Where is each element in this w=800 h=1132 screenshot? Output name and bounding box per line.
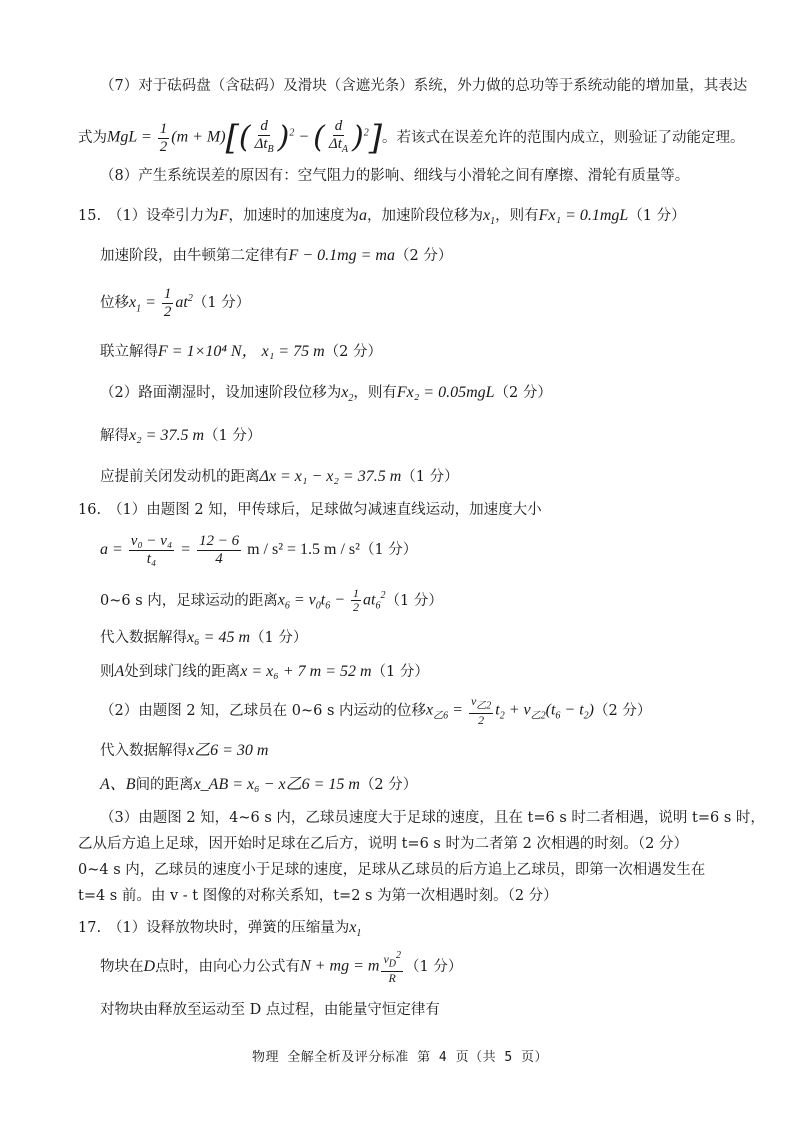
q17-line2 — [100, 950, 462, 984]
score: （1 分） — [250, 630, 308, 646]
q15-line7 — [100, 467, 459, 487]
frac-den: 4 — [215, 550, 223, 567]
text-prefix: 式为 — [78, 130, 107, 146]
score: （1 分） — [385, 593, 443, 609]
q15-line3 — [100, 285, 251, 320]
score: （2 分） — [394, 248, 453, 264]
paragraph-7-line1: （7）对于砝码盘（含砝码）及滑块（含遮光条）系统，外力做的总功等于系统动能的增加量，其表达 — [100, 78, 748, 94]
text: 代入数据解得 — [100, 743, 187, 759]
q15-line4 — [100, 342, 382, 362]
q16-line9: （3）由题图 2 知，4~6 s 内，乙球员速度大于足球的速度，且在 t=6 s 时二者相遇，说明 t=6 s 时， — [100, 810, 765, 826]
score: （2 分） — [324, 344, 382, 360]
text: 联立解得 — [100, 344, 158, 360]
var-F: F — [218, 207, 229, 224]
score: （1 分） — [192, 295, 251, 311]
q15-line5 — [100, 383, 552, 409]
text: ，加速阶段位移为 — [367, 208, 484, 224]
text: 间的距离 — [135, 777, 194, 793]
text: （1）设释放物块时，弹簧的压缩量为 — [108, 920, 350, 936]
q15-line2 — [100, 246, 452, 266]
var-A: A — [114, 663, 125, 680]
equation: F − 0.1mg = ma — [288, 247, 395, 264]
text: 处到球门线的距离 — [124, 664, 241, 680]
score: （2 分） — [494, 385, 552, 401]
score: （2 分） — [594, 703, 652, 719]
score: （2 分） — [359, 777, 418, 793]
equation: Fx₁ = 0.1mgL — [538, 207, 629, 224]
score: （1 分） — [401, 469, 459, 485]
frac-den: t₄ — [146, 550, 157, 567]
text: 物块在 — [100, 959, 144, 975]
equation: Fx₂ = 0.05mgL — [396, 384, 495, 401]
equation: $x_6 = v_0t_6$ − $\frac{1}{2}$ $at_6^2$ — [277, 585, 386, 614]
text: ，加速时的加速度为 — [228, 208, 360, 224]
paragraph-7-line2 — [78, 116, 744, 160]
text: 则 — [100, 664, 115, 680]
text: （2）由题图 2 知，乙球员在 0~6 s 内运动的位移 — [100, 703, 427, 719]
score: （1 分） — [371, 664, 429, 680]
text: 0~6 s 内，足球运动的距离 — [100, 593, 278, 609]
text: 位移 — [100, 295, 129, 311]
q16-line6 — [100, 694, 651, 728]
text: ，则有 — [353, 385, 397, 401]
text: （2）路面潮湿时，设加速阶段位移为 — [100, 385, 342, 401]
q16-line2 — [100, 530, 417, 570]
page-footer: 物理 全解全析及评分标准 第 4 页（共 5 页） — [251, 1050, 549, 1065]
equation: Δx = x₁ − x₂ = 37.5 m — [259, 468, 402, 485]
score: （1 分） — [405, 959, 463, 975]
text: （1）设牵引力为 — [108, 208, 219, 224]
equation: x乙6 = 30 m — [187, 742, 269, 759]
q16-line5 — [100, 662, 429, 682]
var-D: D — [143, 958, 156, 975]
q16-line4 — [100, 628, 307, 648]
q16-line11: 0~4 s 内，乙球员的速度小于足球的速度，足球从乙球员的后方追上乙球员，即第一次相遇发生在 — [78, 862, 706, 878]
var-x1: $x_1$ — [349, 919, 362, 940]
text: 代入数据解得 — [100, 630, 187, 646]
text: 解得 — [100, 428, 129, 444]
q17-line3: 对物块由释放至运动至 D 点过程，由能量守恒定律有 — [100, 1002, 440, 1018]
equation: x₆ = 45 m — [187, 629, 251, 646]
text-suffix: 。若该式在误差允许的范围内成立，则验证了动能定理。 — [381, 130, 745, 146]
var-x2: $x_2$ — [341, 384, 354, 405]
var-AB: A、B — [100, 776, 136, 793]
equation: N + mg = m $\frac{v_D^2}{R}$ — [300, 950, 401, 985]
frac-num: v₀ − v₄ — [130, 532, 173, 549]
equation: $x_{乙6}$ = $\frac{v_{乙2}}{2}$ $t_2 + v_{乙2}(t_6 - t_2)$ — [426, 694, 594, 727]
q17-line1 — [108, 918, 361, 944]
q16-line12: t=4 s 前。由 v - t 图像的对称关系知，t=2 s 为第一次相遇时刻。（2 分） — [78, 888, 558, 904]
text: ，则有 — [495, 208, 539, 224]
score: （1 分） — [359, 542, 418, 558]
text: 加速阶段，由牛顿第二定律有 — [100, 248, 289, 264]
score: （1 分） — [628, 208, 686, 224]
q16-line1: （1）由题图 2 知，甲传球后，足球做匀减速直线运动，加速度大小 — [108, 502, 542, 518]
unit: m / s² = 1.5 m / s² — [247, 540, 360, 558]
equation: F = 1×10⁴ N， x₁ = 75 m — [158, 343, 325, 360]
question-15-number: 15. — [78, 208, 102, 224]
q16-line10: 乙从后方追上足球，因开始时足球在乙后方，说明 t=6 s 时为二者第 2 次相遇的时刻。（2 分） — [78, 836, 688, 852]
question-17-number: 17. — [78, 920, 102, 936]
q16-line7 — [100, 741, 268, 761]
frac-num: 1 — [163, 285, 172, 302]
equation-acceleration: a = $\frac{\text{v₀ − v₄}}{\text{t₄}}$ = $\frac{12 - 6}{4}$ m / s² = 1.5 m / s² — [100, 532, 360, 567]
score: （1 分） — [204, 428, 262, 444]
equation: x₂ = 37.5 m — [129, 427, 205, 444]
text: 点时，由向心力公式有 — [155, 959, 301, 975]
equation-kinetic-energy: MgL = $\frac{1}{2}$ (m + M)[( $\frac{d}{\Delta t_B}$ )$^2$ − ( $\frac{d}{\Delta t_A}$ )$^2$] — [107, 118, 382, 158]
frac-den: 2 — [163, 303, 172, 320]
equation: x_AB = x₆ − x乙6 = 15 m — [193, 776, 360, 793]
var-a: a — [359, 207, 368, 224]
question-16-number: 16. — [78, 502, 102, 518]
q16-line3 — [100, 586, 443, 616]
var-x1: $x_1$ — [483, 207, 496, 228]
q15-line1 — [108, 206, 686, 232]
paragraph-8: （8）产生系统误差的原因有：空气阻力的影响、细线与小滑轮之间有摩擦、滑轮有质量等。 — [100, 168, 690, 184]
frac-num: 12 − 6 — [198, 532, 240, 549]
q16-line8 — [100, 775, 417, 795]
equation: $x_1$ = $\frac{1}{2}$ $at^2$ — [129, 285, 193, 320]
text: 应提前关闭发动机的距离 — [100, 469, 260, 485]
equation: x = x₆ + 7 m = 52 m — [240, 663, 372, 680]
q15-line6 — [100, 426, 261, 446]
